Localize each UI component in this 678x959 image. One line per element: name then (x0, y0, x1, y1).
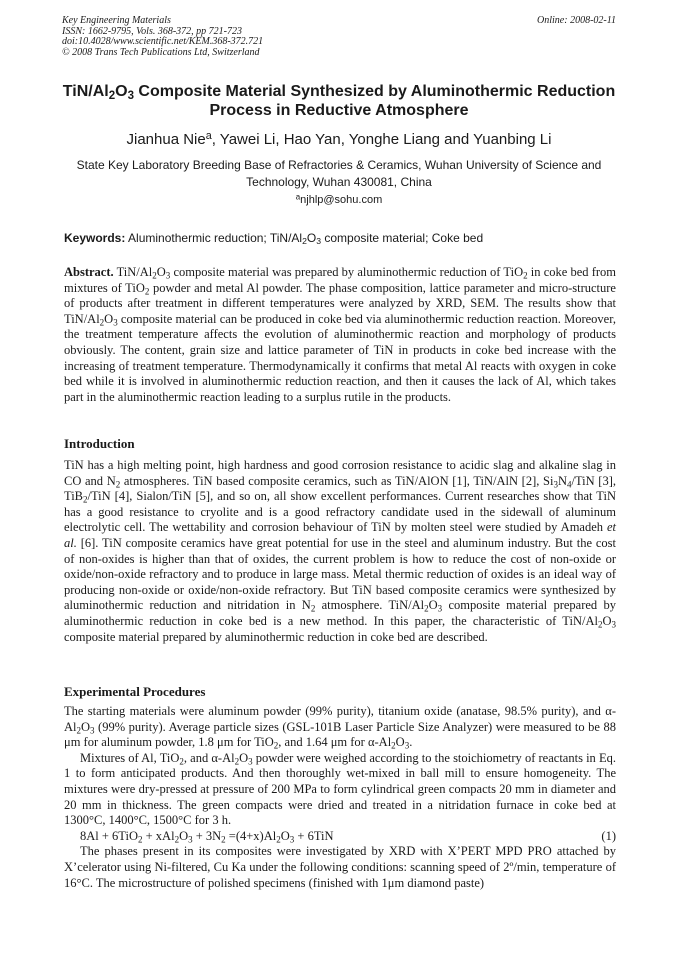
experimental-section (64, 704, 616, 891)
journal-header (62, 16, 616, 58)
keywords-label: Keywords: (64, 231, 126, 245)
copyright-line: © 2008 Trans Tech Publications Ltd, Switzerland (62, 46, 260, 58)
experimental-paragraph-2: Mixtures of Al, TiO$_2$, and $\alpha-Al_2O_3$ powder were weighed according to the stoichiometry of reactants in Eq. 1 to form anticipated products. And then thoroughly wet-mixed in ball mill to ensure homogeneity. The mixtures were dry-pressed at pressure of 200 MPa to form cylindrical green compacts 20 mm in diameter and 20 mm in thickness. The green compacts were dried and treated in a nitridation furnace in coke bed at 1300°C, 1400°C, 1500°C for 3 h. (64, 750, 616, 828)
equation-1 (64, 829, 616, 845)
experimental-paragraph-1: The starting materials were aluminum powder (99% purity), titanium oxide (anatase, 98.5% purity), and $\alpha-Al_2O_3$ (99% purity). Average particle sizes (GSL-101B Laser Particle Size Analyzer) were measured to be 88 μm for aluminum powder, 1.8 μm for TiO$_2$, and 1.64 μm for $\alpha-Al_2O_3$. (64, 704, 616, 751)
abstract-label: Abstract. (64, 265, 114, 279)
author-list: Jianhua Nie$^a$, Yawei Li, Hao Yan, Yonghe Liang and Yuanbing Li (126, 130, 552, 148)
section-heading-introduction: Introduction (64, 436, 135, 451)
affiliation: State Key Laboratory Breeding Base of Refractories & Ceramics, Wuhan University of Science and Technology, Wuhan 430081, China (76, 158, 602, 189)
abstract: Abstract. TiN/$Al_2O_3$ composite material was prepared by aluminothermic reduction of TiO$_2$ in coke bed from mixtures of TiO$_2$ powder and metal Al powder. The phase composition, lattice parameter and micro-structure of products after treatment in different temperatures were analyzed by XRD, SEM. The results show that TiN/$Al_2O_3$ composite material can be produced in coke bed via aluminothermic reduction reaction. Moreover, the treatment temperature affects the evolution of aluminothermic reaction and morphology of products obviously. The content, grain size and lattice parameter of TiN in products in coke bed increase with the increasing of treatment temperature. Thermodynamically it confirms that metal Al reacts with oxygen in coke bed while it is involved in aluminothermic reduction reaction, and then it causes the lack of Al, which takes part in the aluminothermic reaction leading to a surplus rutile in the products. (64, 265, 617, 404)
online-date: Online: 2008-02-11 (537, 15, 616, 26)
section-heading-experimental: Experimental Procedures (64, 684, 206, 699)
keywords: Keywords: Aluminothermic reduction; TiN/$Al_2O_3$ composite material; Coke bed (64, 231, 484, 247)
issn-line: ISSN: 1662-9795, Vols. 368-372, pp 721-723 (62, 25, 242, 37)
introduction-paragraph: TiN has a high melting point, high hardness and good corrosion resistance to acidic slag and alkaline slag in CO and $N_2$ atmospheres. TiN based composite ceramics, such as TiN/AlON [1], TiN/AlN [2], $Si_3N_4$/TiN [3], TiB$_2$/TiN [4], Sialon/TiN [5], and so on, all show excellent performances. Current researches show that TiN has a good resistance to cryolite and is a good refractory candidate used in the sidewall of aluminum electrolytic cell. The wettability and corrosion behaviour of TiN by molten steel were studied by Amadeh et al. [6]. TiN composite ceramics have great potential for use in the steel and aluminum industry. But the cost of non-oxides is higher than that of oxides, the current problem is how to reduce the cost of non-oxide or oxide/non-oxide refractory and to produce in large mass. Metal thermic reduction of oxides is an ideal way of producing non-oxide or oxide/non-oxide refractory. But TiN based composite ceramics were synthesized by aluminothermic reduction and nitridation in $N_2$ atmosphere. TiN/$Al_2O_3$ composite material prepared by aluminothermic reduction in coke bed is a new method. In this paper, the characteristic of TiN/$Al_2O_3$ composite material prepared by aluminothermic reduction in coke bed are described. (64, 458, 616, 644)
paper-title: TiN/$Al_2O_3$ Composite Material Synthesized by Aluminothermic Reduction Process in Reductive Atmosphere (62, 83, 616, 119)
author-email: $^a$njhlp@sohu.com (295, 192, 383, 206)
equation-number: (1) (601, 828, 616, 843)
equation-body: $8Al + 6TiO_2 + xAl_2O_3 + 3N_2 =(4+x)Al_2O_3 + 6TiN$ (80, 828, 334, 844)
doi-line: doi:10.4028/www.scientific.net/KEM.368-372.721 (62, 36, 264, 47)
experimental-paragraph-3: The phases present in its composites were investigated by XRD with X’PERT MPD PRO attached by X’celerator using Ni-filtered, Cu Ka under the following conditions: scanning speed of 2º/min, temperature of 16°C. The microstructure of polished specimens (finished with 1μm diamond paste) (64, 844, 616, 890)
journal-name: Key Engineering Materials (62, 15, 171, 26)
